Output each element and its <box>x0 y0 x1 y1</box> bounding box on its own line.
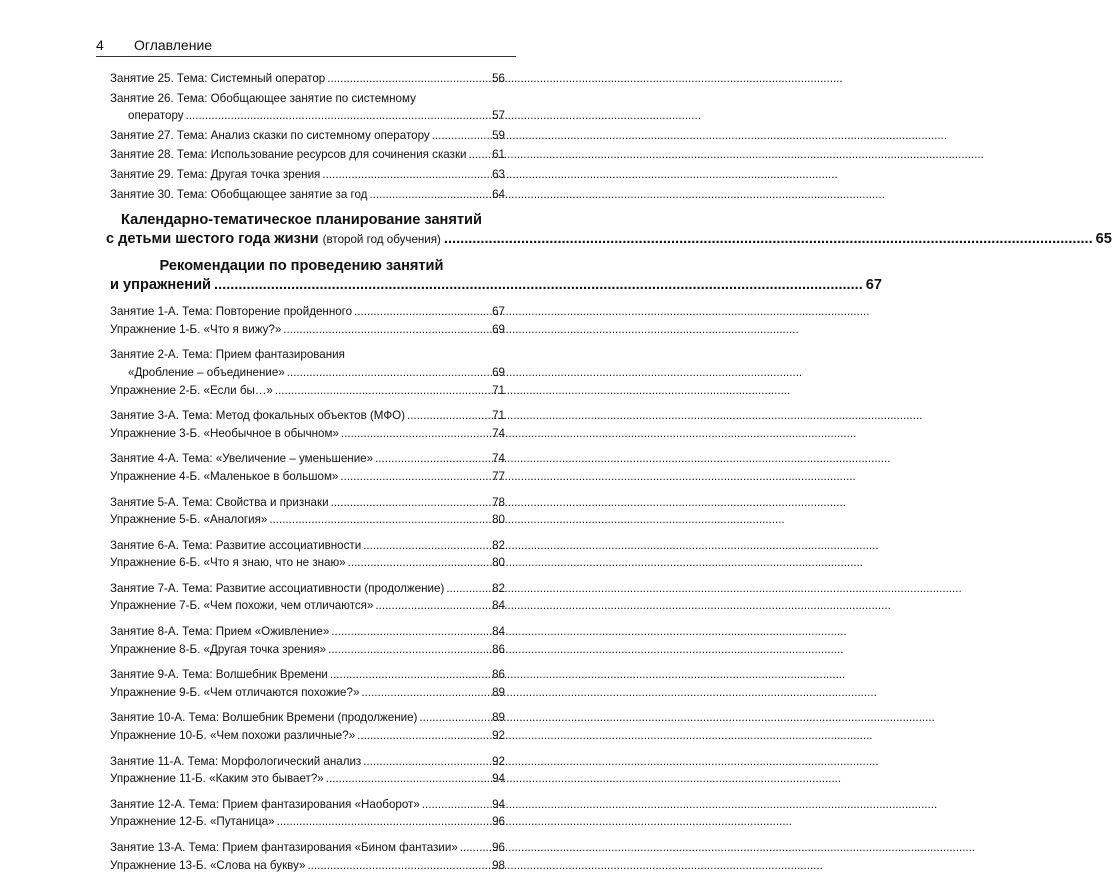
dot-leader <box>363 537 490 555</box>
toc-entry-title: Занятие 7-А. Тема: Развитие ассоциативности (продолжение) <box>110 581 445 595</box>
toc-entry[interactable] <box>110 511 505 529</box>
section-heading-line-1: Рекомендации по проведению занятий <box>159 258 444 275</box>
toc-entry-title: Упражнение 8-Б. «Другая точка зрения» <box>110 642 327 656</box>
dot-leader <box>326 770 490 788</box>
table-of-contents <box>106 70 1112 882</box>
toc-entry[interactable] <box>110 346 505 381</box>
dot-leader <box>330 666 490 684</box>
toc-entry[interactable] <box>110 450 505 468</box>
dot-leader <box>348 554 490 572</box>
dot-leader <box>322 166 490 184</box>
toc-page-number: 61 <box>492 148 505 162</box>
toc-page-number: 67 <box>492 305 505 319</box>
dot-leader <box>307 857 490 875</box>
toc-page-number: 69 <box>492 365 505 379</box>
toc-entry-title-continuation: «Дробление – объединение» <box>128 365 285 379</box>
toc-page-number: 71 <box>492 409 505 423</box>
toc-page-number: 71 <box>492 383 505 397</box>
toc-entry[interactable] <box>110 666 505 684</box>
toc-entry[interactable] <box>110 684 505 702</box>
toc-entry[interactable] <box>110 554 505 572</box>
toc-page-number: 57 <box>492 109 505 123</box>
toc-entry-title: Занятие 1-А. Тема: Повторение пройденного <box>110 305 353 319</box>
toc-entry-title: Занятие 2-А. Тема: Прием фантазирования <box>110 348 345 362</box>
toc-entry-title: Занятие 4-А. Тема: «Увеличение – уменьшение» <box>110 452 374 466</box>
toc-entry[interactable] <box>110 857 505 875</box>
toc-entry[interactable] <box>110 70 505 88</box>
dot-leader <box>432 127 490 145</box>
toc-page-number: 89 <box>492 711 505 725</box>
toc-page-number: 74 <box>492 426 505 440</box>
dot-leader <box>369 186 490 204</box>
toc-page-number: 64 <box>492 187 505 201</box>
toc-entry[interactable] <box>110 753 505 771</box>
toc-entry-title: Занятие 26. Тема: Обобщающее занятие по системному <box>110 91 416 105</box>
toc-entry-title: Занятие 12-А. Тема: Прием фантазирования «Наоборот» <box>110 797 420 811</box>
toc-entry-title: Упражнение 3-Б. «Необычное в обычном» <box>110 426 339 440</box>
toc-page-number: 74 <box>492 452 505 466</box>
toc-page-number: 84 <box>492 599 505 613</box>
dot-leader <box>361 684 490 702</box>
toc-entry-title: Занятие 29. Тема: Другая точка зрения <box>110 167 321 181</box>
section-heading-note: (второй год обучения) <box>322 233 441 247</box>
dot-leader <box>277 813 490 831</box>
toc-page-number: 69 <box>492 322 505 336</box>
toc-entry-title: Упражнение 7-Б. «Чем похожи, чем отличаются» <box>110 599 374 613</box>
dot-leader <box>460 839 490 857</box>
toc-page-number: 56 <box>492 72 505 85</box>
dot-leader <box>331 623 490 641</box>
toc-page-number: 86 <box>492 642 505 656</box>
toc-entry-title: Упражнение 2-Б. «Если бы…» <box>110 383 273 397</box>
dot-leader <box>341 425 490 443</box>
dot-leader <box>283 321 490 339</box>
toc-entry-title: Занятие 25. Тема: Системный оператор <box>110 72 326 85</box>
dot-leader <box>214 276 863 295</box>
toc-entry[interactable] <box>110 580 505 598</box>
dot-leader <box>375 450 490 468</box>
section-heading-line-2: с детьми шестого года жизни <box>106 231 319 248</box>
toc-entry-title: Занятие 11-А. Тема: Морфологический анализ <box>110 754 362 768</box>
toc-entry-title: Занятие 5-А. Тема: Свойства и признаки <box>110 495 329 509</box>
toc-page-number: 86 <box>492 668 505 682</box>
dot-leader <box>422 796 490 814</box>
section-page-number: 65 <box>1095 231 1112 248</box>
dot-leader <box>469 146 491 164</box>
toc-page-number: 82 <box>492 538 505 552</box>
toc-entry[interactable] <box>110 813 505 831</box>
dot-leader <box>419 709 490 727</box>
dot-leader <box>444 230 1093 249</box>
toc-entry[interactable] <box>110 425 505 443</box>
toc-page-number: 84 <box>492 625 505 639</box>
dot-leader <box>363 753 490 771</box>
toc-page-number: 80 <box>492 513 505 527</box>
toc-page-number: 92 <box>492 729 505 743</box>
toc-entry-title: Занятие 10-А. Тема: Волшебник Времени (продолжение) <box>110 711 418 725</box>
toc-entry[interactable] <box>110 166 505 184</box>
toc-entry[interactable] <box>110 186 505 204</box>
dot-leader <box>331 494 491 512</box>
toc-entry-title: Упражнение 4-Б. «Маленькое в большом» <box>110 469 339 483</box>
page-number: 4 <box>96 37 104 53</box>
dot-leader <box>287 364 490 382</box>
toc-entry[interactable] <box>110 727 505 745</box>
toc-entry[interactable] <box>110 127 505 145</box>
toc-entry-title: Занятие 28. Тема: Использование ресурсов для сочинения сказки <box>110 148 467 162</box>
toc-entry[interactable] <box>110 597 505 615</box>
toc-entry-title: Упражнение 5-Б. «Аналогия» <box>110 513 268 527</box>
toc-page-number: 98 <box>492 858 505 872</box>
section-heading-line-1: Календарно-тематическое планирование занятий <box>121 212 482 229</box>
toc-entry[interactable] <box>110 796 505 814</box>
toc-entry[interactable] <box>110 709 505 727</box>
toc-section-heading[interactable] <box>98 211 1112 249</box>
toc-entry[interactable] <box>110 770 505 788</box>
dot-leader <box>375 597 490 615</box>
toc-entry[interactable] <box>110 321 505 339</box>
dot-leader <box>328 641 490 659</box>
toc-page-number: 96 <box>492 815 505 829</box>
dot-leader <box>446 580 490 598</box>
toc-entry-title: Упражнение 6-Б. «Что я знаю, что не знаю» <box>110 556 346 570</box>
toc-page-number: 89 <box>492 685 505 699</box>
toc-page-number: 94 <box>492 772 505 786</box>
toc-entry-title: Занятие 27. Тема: Анализ сказки по системному оператору <box>110 128 430 142</box>
toc-entry-title: Занятие 8-А. Тема: Прием «Оживление» <box>110 625 330 639</box>
toc-entry-title: Упражнение 13-Б. «Слова на букву» <box>110 858 306 872</box>
dot-leader <box>340 468 490 486</box>
toc-entry-title: Упражнение 10-Б. «Чем похожи различные?» <box>110 729 356 743</box>
toc-entry[interactable] <box>110 303 505 321</box>
toc-page-number: 77 <box>492 469 505 483</box>
dot-leader <box>269 511 490 529</box>
running-header <box>96 36 516 57</box>
toc-entry[interactable] <box>110 468 505 486</box>
toc-entry-title: Занятие 13-А. Тема: Прием фантазирования «Бином фантазии» <box>110 841 458 854</box>
toc-page-number: 63 <box>492 167 505 181</box>
toc-entry[interactable] <box>110 537 505 555</box>
dot-leader <box>275 382 490 400</box>
toc-entry-title: Занятие 6-А. Тема: Развитие ассоциативности <box>110 538 362 552</box>
toc-entry[interactable] <box>110 641 505 659</box>
dot-leader <box>186 107 491 125</box>
toc-entry-title: Упражнение 11-Б. «Каким это бывает?» <box>110 772 324 786</box>
toc-entry[interactable] <box>110 382 505 400</box>
toc-page-number: 82 <box>492 581 505 595</box>
toc-entry-title-continuation: оператору <box>128 109 184 123</box>
section-page-number: 67 <box>865 277 883 294</box>
toc-entry-title: Занятие 9-А. Тема: Волшебник Времени <box>110 668 328 682</box>
dot-leader <box>407 407 490 425</box>
running-title: Оглавление <box>134 37 213 53</box>
dot-leader <box>327 70 490 88</box>
toc-page-number: 59 <box>492 128 505 142</box>
toc-entry[interactable] <box>110 90 505 125</box>
toc-entry-title: Упражнение 1-Б. «Что я вижу?» <box>110 322 282 336</box>
section-heading-line-2: и упражнений <box>110 277 212 294</box>
dot-leader <box>354 303 490 321</box>
toc-page-number: 92 <box>492 754 505 768</box>
toc-entry[interactable] <box>110 623 505 641</box>
toc-entry-title: Занятие 3-А. Тема: Метод фокальных объектов (МФО) <box>110 409 406 423</box>
toc-page-number: 94 <box>492 797 505 811</box>
toc-entry-title: Упражнение 9-Б. «Чем отличаются похожие?» <box>110 685 360 699</box>
toc-entry-title: Занятие 30. Тема: Обобщающее занятие за год <box>110 187 368 201</box>
toc-entry[interactable] <box>110 407 505 425</box>
toc-section-heading[interactable] <box>98 257 883 295</box>
toc-entry[interactable] <box>110 494 505 512</box>
toc-entry-title: Упражнение 12-Б. «Путаница» <box>110 815 275 829</box>
toc-entry[interactable] <box>110 839 505 857</box>
toc-page-number: 96 <box>492 841 505 854</box>
toc-page-number: 78 <box>492 495 505 509</box>
toc-entry[interactable] <box>110 146 505 164</box>
dot-leader <box>357 727 490 745</box>
toc-page-number: 80 <box>492 556 505 570</box>
